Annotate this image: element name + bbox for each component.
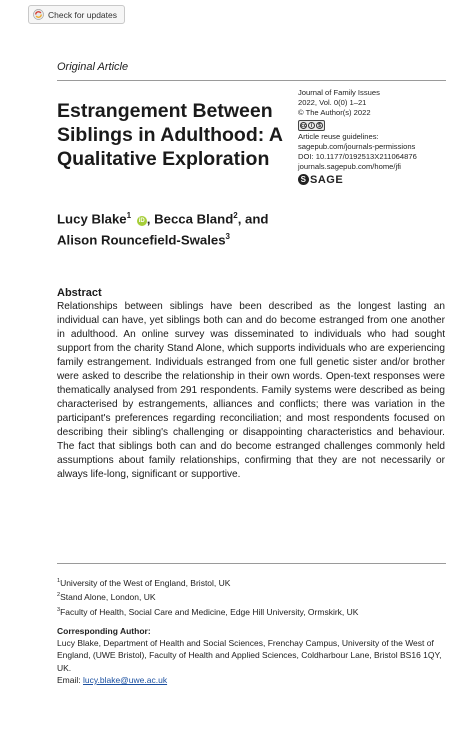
affiliation-item xyxy=(57,589,447,603)
affiliation-mark: 1 xyxy=(57,578,61,584)
orcid-icon[interactable]: iD xyxy=(138,218,145,225)
cc-icon: cc xyxy=(301,122,307,129)
author-list: Lucy Blake$^1$ iD , Becca Bland$^2$, and Alison Rouncefield-Swales$^3$ xyxy=(57,211,269,248)
author-name: Becca Bland xyxy=(154,211,234,227)
abstract-body: Relationships between siblings have been described as the longest lasting an individual can have, yet siblings both can and do become estranged from one another in adulthood. An online survey was disseminated to individuals who had sought support from the charity Stand Alone, which supports individuals who are experiencing family estrangement. Individuals estranged from one full genetic sister and/or brother were asked to describe the relationship in their own words. Open-text responses were thematically analysed from 291 respondents. Family systems were described as being characterised by estrangements, alliances and conflicts; there was variation in the participant's preferences regarding reconciliation; and most respondents focused on describing their sibling's challenging or disappointing characteristics and behaviour. The fact that siblings both can and do become estranged challenges commonly held assumptions about family relationships, confirming that they are not necessarily or always life-long, significant or supportive. xyxy=(57,301,445,480)
email-label: Email: xyxy=(57,674,81,685)
corresponding-heading: Corresponding Author: xyxy=(57,626,151,636)
affiliation-text: Stand Alone, London, UK xyxy=(60,592,156,603)
reuse-label: Article reuse guidelines: xyxy=(298,131,379,141)
doi[interactable]: DOI: 10.1177/0192513X211064876 xyxy=(298,152,417,162)
header-divider xyxy=(57,80,446,81)
journal-info xyxy=(298,88,458,185)
author-affiliation-mark: 3 xyxy=(225,232,230,242)
corresponding-author xyxy=(57,625,447,686)
update-icon xyxy=(33,9,44,20)
cc-license-icon[interactable] xyxy=(298,120,325,131)
affiliation-text: University of the West of England, Bristol, UK xyxy=(60,577,231,588)
affiliation-mark: 2 xyxy=(57,592,61,599)
affiliation-text: Faculty of Health, Social Care and Medicine, Edge Hill University, Ormskirk, UK xyxy=(60,606,359,617)
abstract-heading: Abstract xyxy=(57,287,102,299)
nc-icon: $ xyxy=(316,122,323,129)
sage-logo xyxy=(298,174,458,185)
author-affiliation-mark: 1 xyxy=(126,211,132,220)
affiliations xyxy=(57,575,447,618)
affiliation-item xyxy=(57,604,447,618)
reuse-link[interactable]: sagepub.com/journals-permissions xyxy=(298,141,416,151)
author-name: Lucy Blake xyxy=(57,211,127,227)
sage-logo-icon: S xyxy=(298,174,309,185)
copyright: © The Author(s) 2022 xyxy=(298,108,371,118)
by-icon: i xyxy=(308,122,315,129)
journal-home-link[interactable]: journals.sagepub.com/home/jfi xyxy=(298,162,401,172)
author-name: Alison Rouncefield-Swales xyxy=(57,232,226,248)
journal-name: Journal of Family Issues xyxy=(298,88,380,97)
check-for-updates-button[interactable] xyxy=(28,5,125,24)
affiliation-mark: 3 xyxy=(57,606,61,613)
corresponding-address: Lucy Blake, Department of Health and Social Sciences, Frenchay Campus, University of the West of England, (UWE Bristol), Faculty of Health and Applied Sciences, Coldharbour Lane, Bristol BS16 1QY, UK. xyxy=(57,638,442,673)
email-link[interactable]: lucy.blake@uwe.ac.uk xyxy=(83,674,168,685)
affiliation-item xyxy=(57,575,447,589)
journal-volume: 2022, Vol. 0(0) 1–21 xyxy=(298,98,367,108)
footer-divider xyxy=(57,563,446,564)
sage-logo-text: SAGE xyxy=(310,173,344,186)
author-affiliation-mark: 2 xyxy=(233,211,238,220)
corresponding-email-line xyxy=(57,674,447,686)
article-title: Estrangement Between Siblings in Adulthood: A Qualitative Exploration xyxy=(57,100,283,170)
article-type: Original Article xyxy=(57,61,129,73)
check-for-updates-label: Check for updates xyxy=(48,9,117,20)
